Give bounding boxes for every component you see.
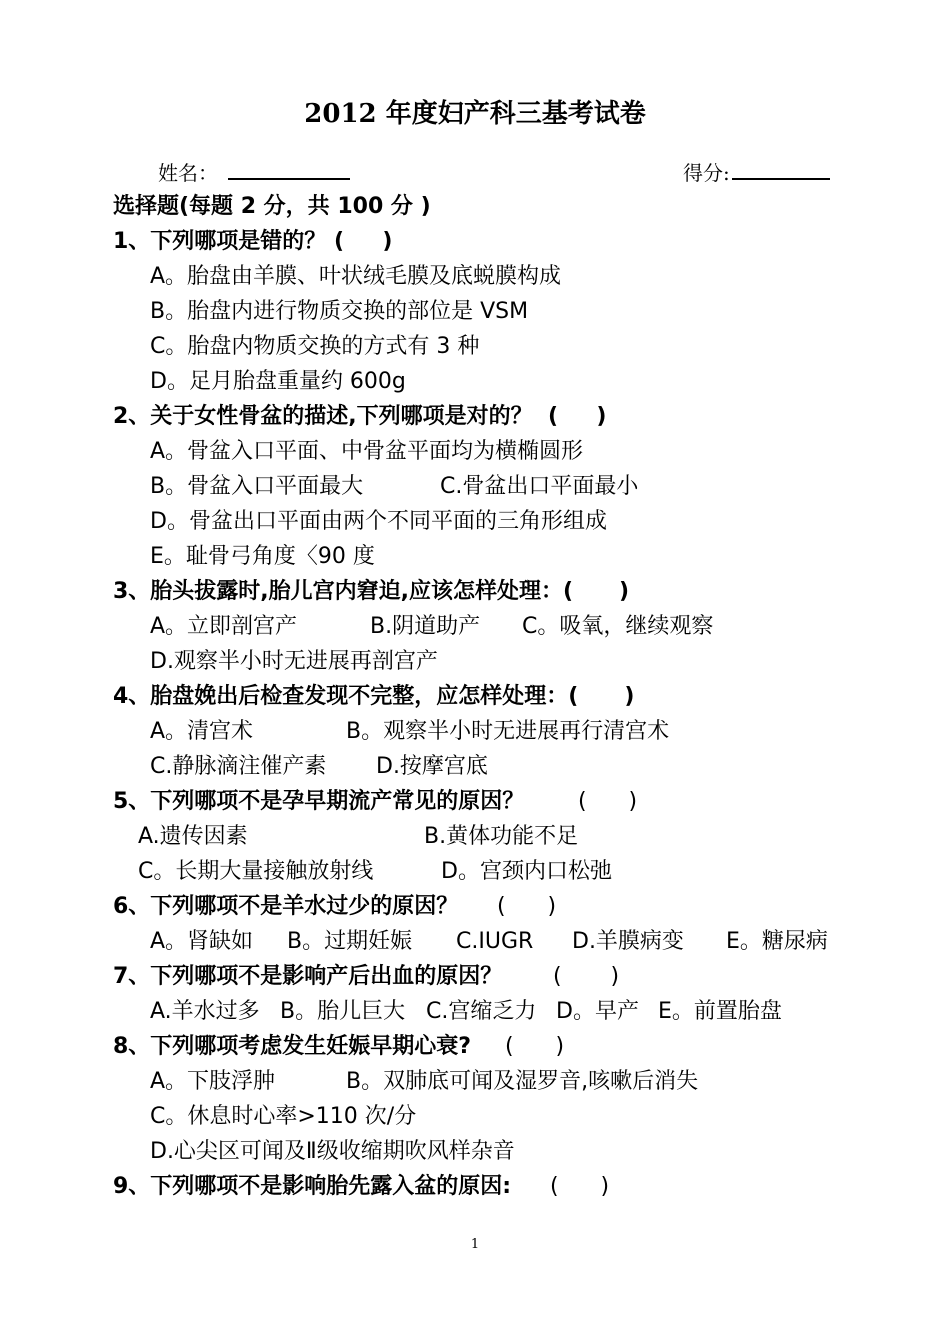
exam-title: 2012 年度妇产科三基考试卷 — [304, 99, 646, 129]
page-number: 1 — [470, 1237, 480, 1252]
option: C.骨盆出口平面最小 — [440, 474, 639, 499]
score-blank-line — [732, 154, 830, 180]
option: B.黄体功能不足 — [424, 824, 579, 849]
option: D.心尖区可闻及Ⅱ级收缩期吹风样杂音 — [150, 1139, 515, 1164]
option: B。胎儿巨大 — [280, 999, 406, 1024]
question-stem: 1、下列哪项是错的？ ( ) — [113, 229, 393, 254]
option: A.羊水过多 — [150, 999, 260, 1024]
option: D。足月胎盘重量约 600g — [150, 369, 406, 394]
name-blank-line — [228, 154, 350, 180]
option: B。胎盘内进行物质交换的部位是 VSM — [150, 299, 529, 324]
question-stem: 8、下列哪项考虑发生妊娠早期心衰? — [113, 1034, 472, 1059]
answer-blank: ( ) — [505, 1034, 565, 1059]
question-stem: 7、下列哪项不是影响产后出血的原因？ — [113, 964, 503, 989]
option: E。糖尿病 — [726, 929, 828, 954]
option: B。双肺底可闻及湿罗音,咳嗽后消失 — [346, 1069, 699, 1094]
option: D。骨盆出口平面由两个不同平面的三角形组成 — [150, 509, 607, 534]
option: B.阴道助产 — [370, 614, 481, 639]
option: A。立即剖宫产 — [150, 614, 298, 639]
answer-blank: ( ) — [553, 964, 620, 989]
answer-blank: ( ) — [578, 789, 638, 814]
section-heading: 选择题(每题 2 分，共 100 分 ) — [113, 194, 431, 219]
option: D。早产 — [556, 999, 639, 1024]
option: C。长期大量接触放射线 — [138, 859, 374, 884]
option: A。胎盘由羊膜、叶状绒毛膜及底蜕膜构成 — [150, 264, 562, 289]
option: B。骨盆入口平面最大 — [150, 474, 364, 499]
option: D。宫颈内口松弛 — [441, 859, 612, 884]
answer-blank: ( ) — [497, 894, 557, 919]
option: A。下肢浮肿 — [150, 1069, 276, 1094]
question-stem: 6、下列哪项不是羊水过少的原因？ — [113, 894, 459, 919]
option: C.IUGR — [456, 929, 534, 954]
name-field — [158, 154, 350, 188]
option: C.静脉滴注催产素 — [150, 754, 327, 779]
question-stem: 9、下列哪项不是影响胎先露入盆的原因: — [113, 1174, 512, 1199]
question-stem: 5、下列哪项不是孕早期流产常见的原因？ — [113, 789, 525, 814]
option: D.按摩宫底 — [376, 754, 488, 779]
option: A.遗传因素 — [138, 824, 248, 849]
option: D.羊膜病变 — [572, 929, 684, 954]
option: E。耻骨弓角度〈90 度 — [150, 544, 375, 569]
option: A。清宫术 — [150, 719, 254, 744]
option: E。前置胎盘 — [658, 999, 782, 1024]
option: C。休息时心率>110 次/分 — [150, 1104, 417, 1129]
score-label: 得分: — [683, 161, 730, 185]
option: C.宫缩乏力 — [426, 999, 537, 1024]
question-stem: 2、关于女性骨盆的描述,下列哪项是对的？ ( ) — [113, 404, 607, 429]
option: B。观察半小时无进展再行清宫术 — [346, 719, 670, 744]
question-stem: 3、胎头拔露时,胎儿宫内窘迫,应该怎样处理：( ) — [113, 579, 630, 604]
option: B。过期妊娠 — [287, 929, 413, 954]
option: A。肾缺如 — [150, 929, 254, 954]
name-label: 姓名： — [158, 161, 218, 185]
option: C。胎盘内物质交换的方式有 3 种 — [150, 334, 480, 359]
question-stem: 4、胎盘娩出后检查发现不完整，应怎样处理：( ) — [113, 684, 635, 709]
option: A。骨盆入口平面、中骨盆平面均为横椭圆形 — [150, 439, 584, 464]
option: C。吸氧，继续观察 — [522, 614, 714, 639]
answer-blank: ( ) — [550, 1174, 610, 1199]
score-field — [683, 154, 830, 188]
option: D.观察半小时无进展再剖宫产 — [150, 649, 438, 674]
